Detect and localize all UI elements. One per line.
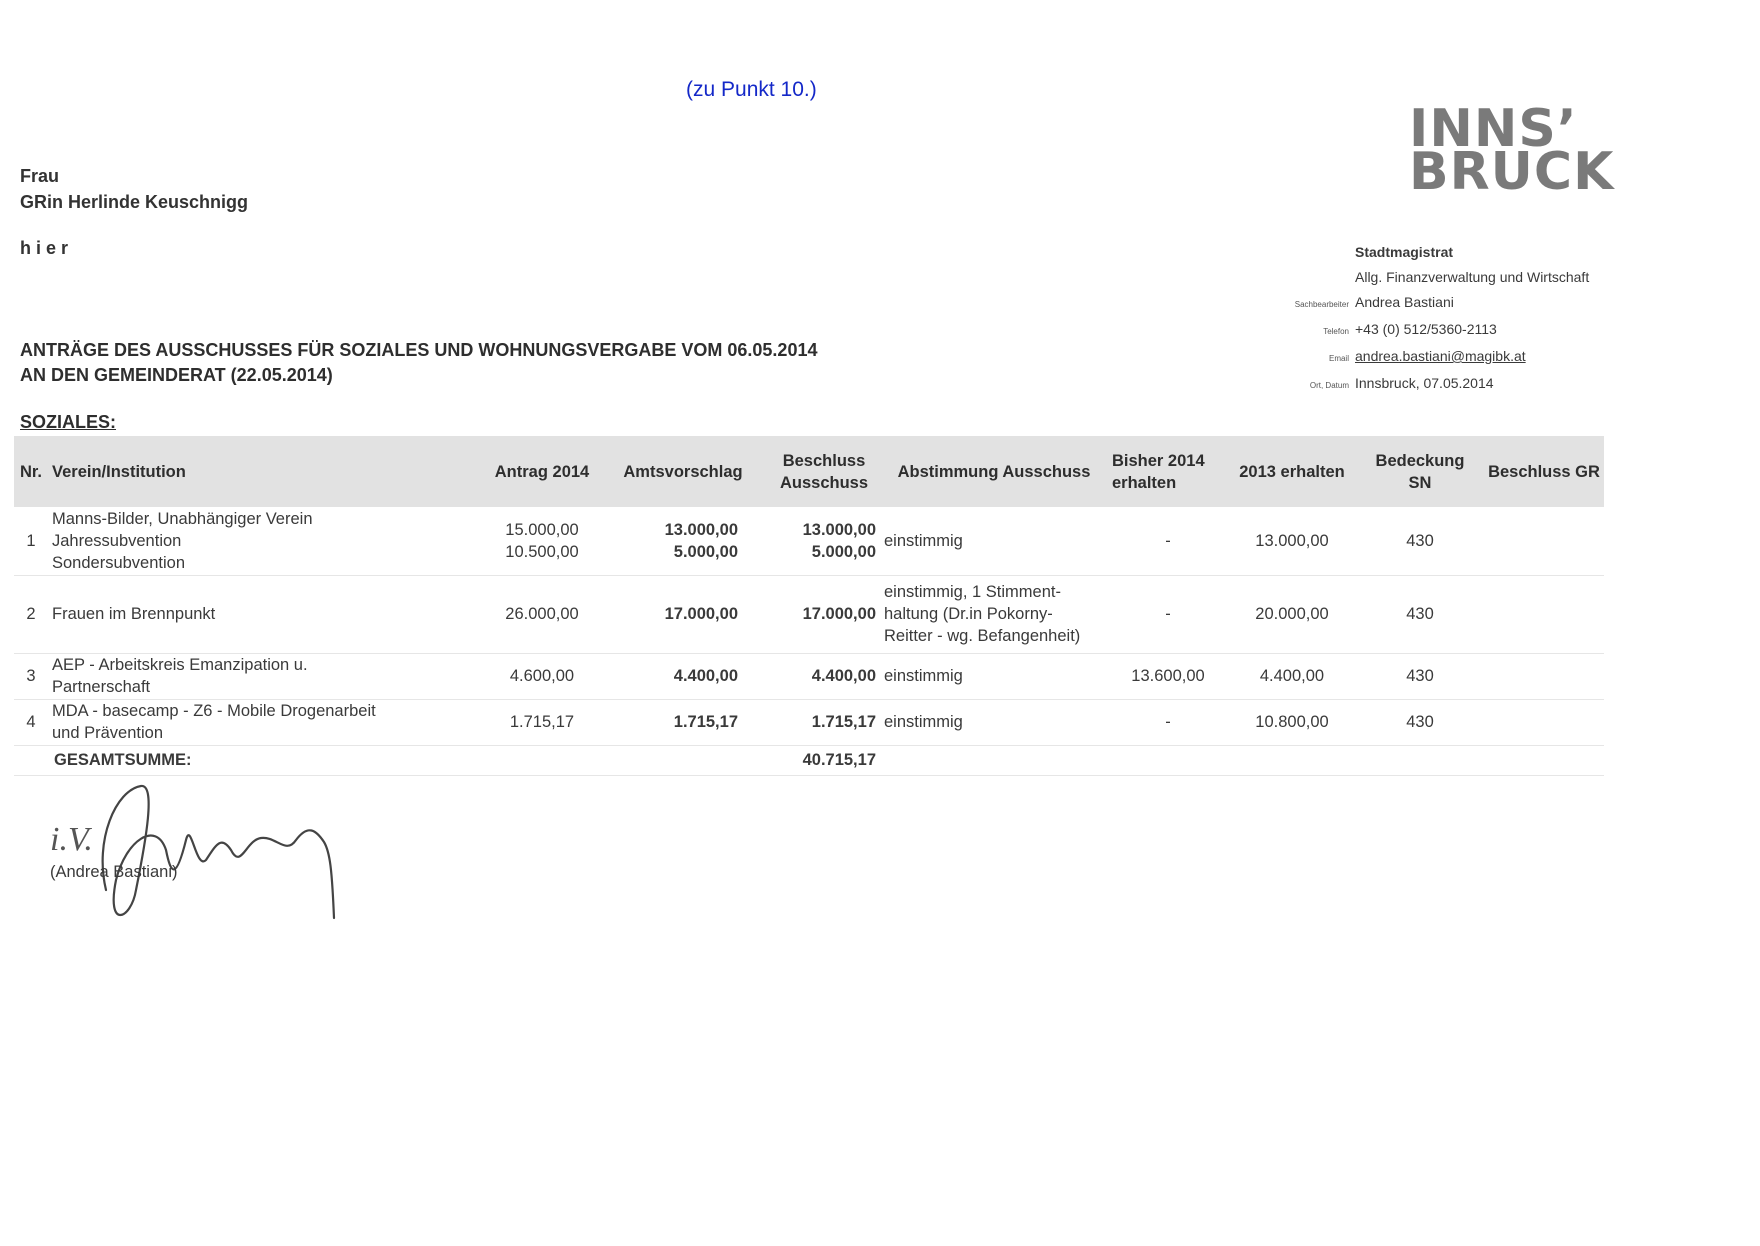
header-antrag: Antrag 2014 bbox=[486, 436, 598, 507]
row-amt-value: 13.000,00 bbox=[664, 520, 738, 539]
header-bisher-line-1: Bisher 2014 bbox=[1112, 451, 1205, 470]
row-name-line: Manns-Bilder, Unabhängiger Verein bbox=[52, 509, 313, 528]
clerk-label: Sachbearbeiter bbox=[1294, 300, 1349, 309]
header-beschluss bbox=[768, 436, 880, 507]
row-amtsvorschlag bbox=[598, 507, 768, 575]
row-abstimmung: einstimmig bbox=[880, 507, 1108, 575]
row-nr: 3 bbox=[14, 653, 48, 699]
row-abstimmung-line: Reitter - wg. Befangenheit) bbox=[884, 627, 1081, 645]
row-name: Frauen im Brennpunkt bbox=[48, 575, 486, 653]
recipient-name: GRin Herlinde Keuschnigg bbox=[20, 192, 249, 212]
header-bisher bbox=[1108, 436, 1228, 507]
phone-value: +43 (0) 512/5360-2113 bbox=[1355, 321, 1497, 337]
header-beschluss-gr: Beschluss GR bbox=[1484, 436, 1604, 507]
row-beschluss-gr bbox=[1484, 575, 1604, 653]
row-erhalten: 13.000,00 bbox=[1228, 507, 1356, 575]
table-row bbox=[14, 653, 1604, 699]
row-abstimmung: einstimmig bbox=[880, 699, 1108, 745]
place-date-label: Ort, Datum bbox=[1309, 381, 1349, 390]
innsbruck-logo bbox=[1409, 99, 1615, 202]
row-antrag: 4.600,00 bbox=[486, 653, 598, 699]
row-amt-value: 5.000,00 bbox=[673, 542, 738, 561]
row-name bbox=[48, 699, 486, 745]
row-name bbox=[48, 653, 486, 699]
header-bisher-line-2: erhalten bbox=[1112, 473, 1177, 492]
row-amtsvorschlag: 4.400,00 bbox=[598, 653, 768, 699]
row-antrag bbox=[486, 507, 598, 575]
recipient-salutation: Frau bbox=[20, 166, 60, 186]
row-beschluss-gr bbox=[1484, 653, 1604, 699]
row-bedeckung: 430 bbox=[1356, 575, 1484, 653]
row-bedeckung: 430 bbox=[1356, 507, 1484, 575]
agenda-note: (zu Punkt 10.) bbox=[686, 78, 817, 101]
row-beschluss-value: 5.000,00 bbox=[811, 542, 876, 561]
recipient-location: hier bbox=[20, 238, 74, 258]
row-bedeckung: 430 bbox=[1356, 653, 1484, 699]
row-bisher: - bbox=[1108, 507, 1228, 575]
document-heading bbox=[20, 338, 817, 388]
section-title: SOZIALES: bbox=[20, 412, 117, 432]
office-dept: Allg. Finanzverwaltung und Wirtschaft bbox=[1355, 269, 1590, 285]
clerk-value: Andrea Bastiani bbox=[1355, 294, 1454, 310]
row-antrag-value: 15.000,00 bbox=[505, 520, 579, 539]
header-bedeckung bbox=[1356, 436, 1484, 507]
place-date-value: Innsbruck, 07.05.2014 bbox=[1355, 375, 1494, 391]
row-beschluss-gr bbox=[1484, 507, 1604, 575]
row-name-line: AEP - Arbeitskreis Emanzipation u. bbox=[52, 656, 308, 674]
header-nr: Nr. bbox=[14, 436, 48, 507]
row-abstimmung-line: haltung (Dr.in Pokorny- bbox=[884, 605, 1053, 623]
row-beschluss-gr bbox=[1484, 699, 1604, 745]
row-antrag: 26.000,00 bbox=[486, 575, 598, 653]
header-abstimmung: Abstimmung Ausschuss bbox=[880, 436, 1108, 507]
row-amtsvorschlag: 17.000,00 bbox=[598, 575, 768, 653]
row-name bbox=[48, 507, 486, 575]
row-name-line: Partnerschaft bbox=[52, 678, 151, 696]
signatory-name: (Andrea Bastiani) bbox=[50, 863, 178, 881]
header-beschluss-line-1: Beschluss bbox=[782, 451, 866, 470]
row-amtsvorschlag: 1.715,17 bbox=[598, 699, 768, 745]
office-org: Stadtmagistrat bbox=[1355, 244, 1454, 260]
logo-line-1: INNS’ bbox=[1409, 99, 1578, 159]
row-name-line: Sondersubvention bbox=[52, 553, 186, 572]
row-abstimmung-line: einstimmig, 1 Stimment- bbox=[884, 583, 1061, 601]
row-beschluss: 17.000,00 bbox=[768, 575, 880, 653]
row-beschluss bbox=[768, 507, 880, 575]
total-value: 40.715,17 bbox=[768, 745, 880, 775]
row-abstimmung: einstimmig bbox=[880, 653, 1108, 699]
email-label: Email bbox=[1328, 354, 1349, 363]
row-beschluss: 1.715,17 bbox=[768, 699, 880, 745]
row-bisher: - bbox=[1108, 575, 1228, 653]
row-erhalten: 4.400,00 bbox=[1228, 653, 1356, 699]
table-body bbox=[14, 507, 1604, 775]
grants-table bbox=[14, 436, 1604, 776]
signature-prefix: i.V. bbox=[50, 821, 93, 858]
table-header-row bbox=[14, 436, 1604, 507]
table-row bbox=[14, 699, 1604, 745]
row-name-line: MDA - basecamp - Z6 - Mobile Drogenarbeit bbox=[52, 702, 376, 720]
row-abstimmung bbox=[880, 575, 1108, 653]
table-row bbox=[14, 507, 1604, 575]
email-link[interactable]: andrea.bastiani@magibk.at bbox=[1355, 348, 1526, 364]
row-nr: 1 bbox=[14, 507, 48, 575]
total-row bbox=[14, 745, 1604, 775]
row-antrag-value: 10.500,00 bbox=[505, 542, 579, 561]
logo-line-2: BRUCK bbox=[1409, 142, 1615, 202]
row-erhalten: 20.000,00 bbox=[1228, 575, 1356, 653]
row-antrag: 1.715,17 bbox=[486, 699, 598, 745]
phone-label: Telefon bbox=[1323, 327, 1349, 336]
row-nr: 4 bbox=[14, 699, 48, 745]
row-bisher: 13.600,00 bbox=[1108, 653, 1228, 699]
heading-line-2: AN DEN GEMEINDERAT (22.05.2014) bbox=[20, 365, 333, 385]
header-beschluss-line-2: Ausschuss bbox=[779, 473, 869, 492]
signature bbox=[46, 780, 386, 930]
header-bedeckung-line-1: Bedeckung bbox=[1375, 451, 1465, 470]
row-name-line: Jahressubvention bbox=[52, 531, 182, 550]
row-beschluss-value: 13.000,00 bbox=[802, 520, 876, 539]
row-name-line: und Prävention bbox=[52, 724, 163, 742]
header-amtsvorschlag: Amtsvorschlag bbox=[598, 436, 768, 507]
heading-line-1: ANTRÄGE DES AUSSCHUSSES FÜR SOZIALES UND WOHNUNGSVERGABE VOM 06.05.2014 bbox=[20, 340, 818, 360]
office-block bbox=[1260, 240, 1589, 398]
header-bedeckung-line-2: SN bbox=[1408, 473, 1432, 492]
row-bisher: - bbox=[1108, 699, 1228, 745]
header-erhalten: 2013 erhalten bbox=[1228, 436, 1356, 507]
header-name: Verein/Institution bbox=[48, 436, 486, 507]
row-beschluss: 4.400,00 bbox=[768, 653, 880, 699]
row-bedeckung: 430 bbox=[1356, 699, 1484, 745]
table-row bbox=[14, 575, 1604, 653]
signature-stroke bbox=[103, 786, 334, 918]
total-label: GESAMTSUMME: bbox=[14, 745, 768, 775]
row-erhalten: 10.800,00 bbox=[1228, 699, 1356, 745]
row-nr: 2 bbox=[14, 575, 48, 653]
recipient-address bbox=[20, 163, 248, 215]
